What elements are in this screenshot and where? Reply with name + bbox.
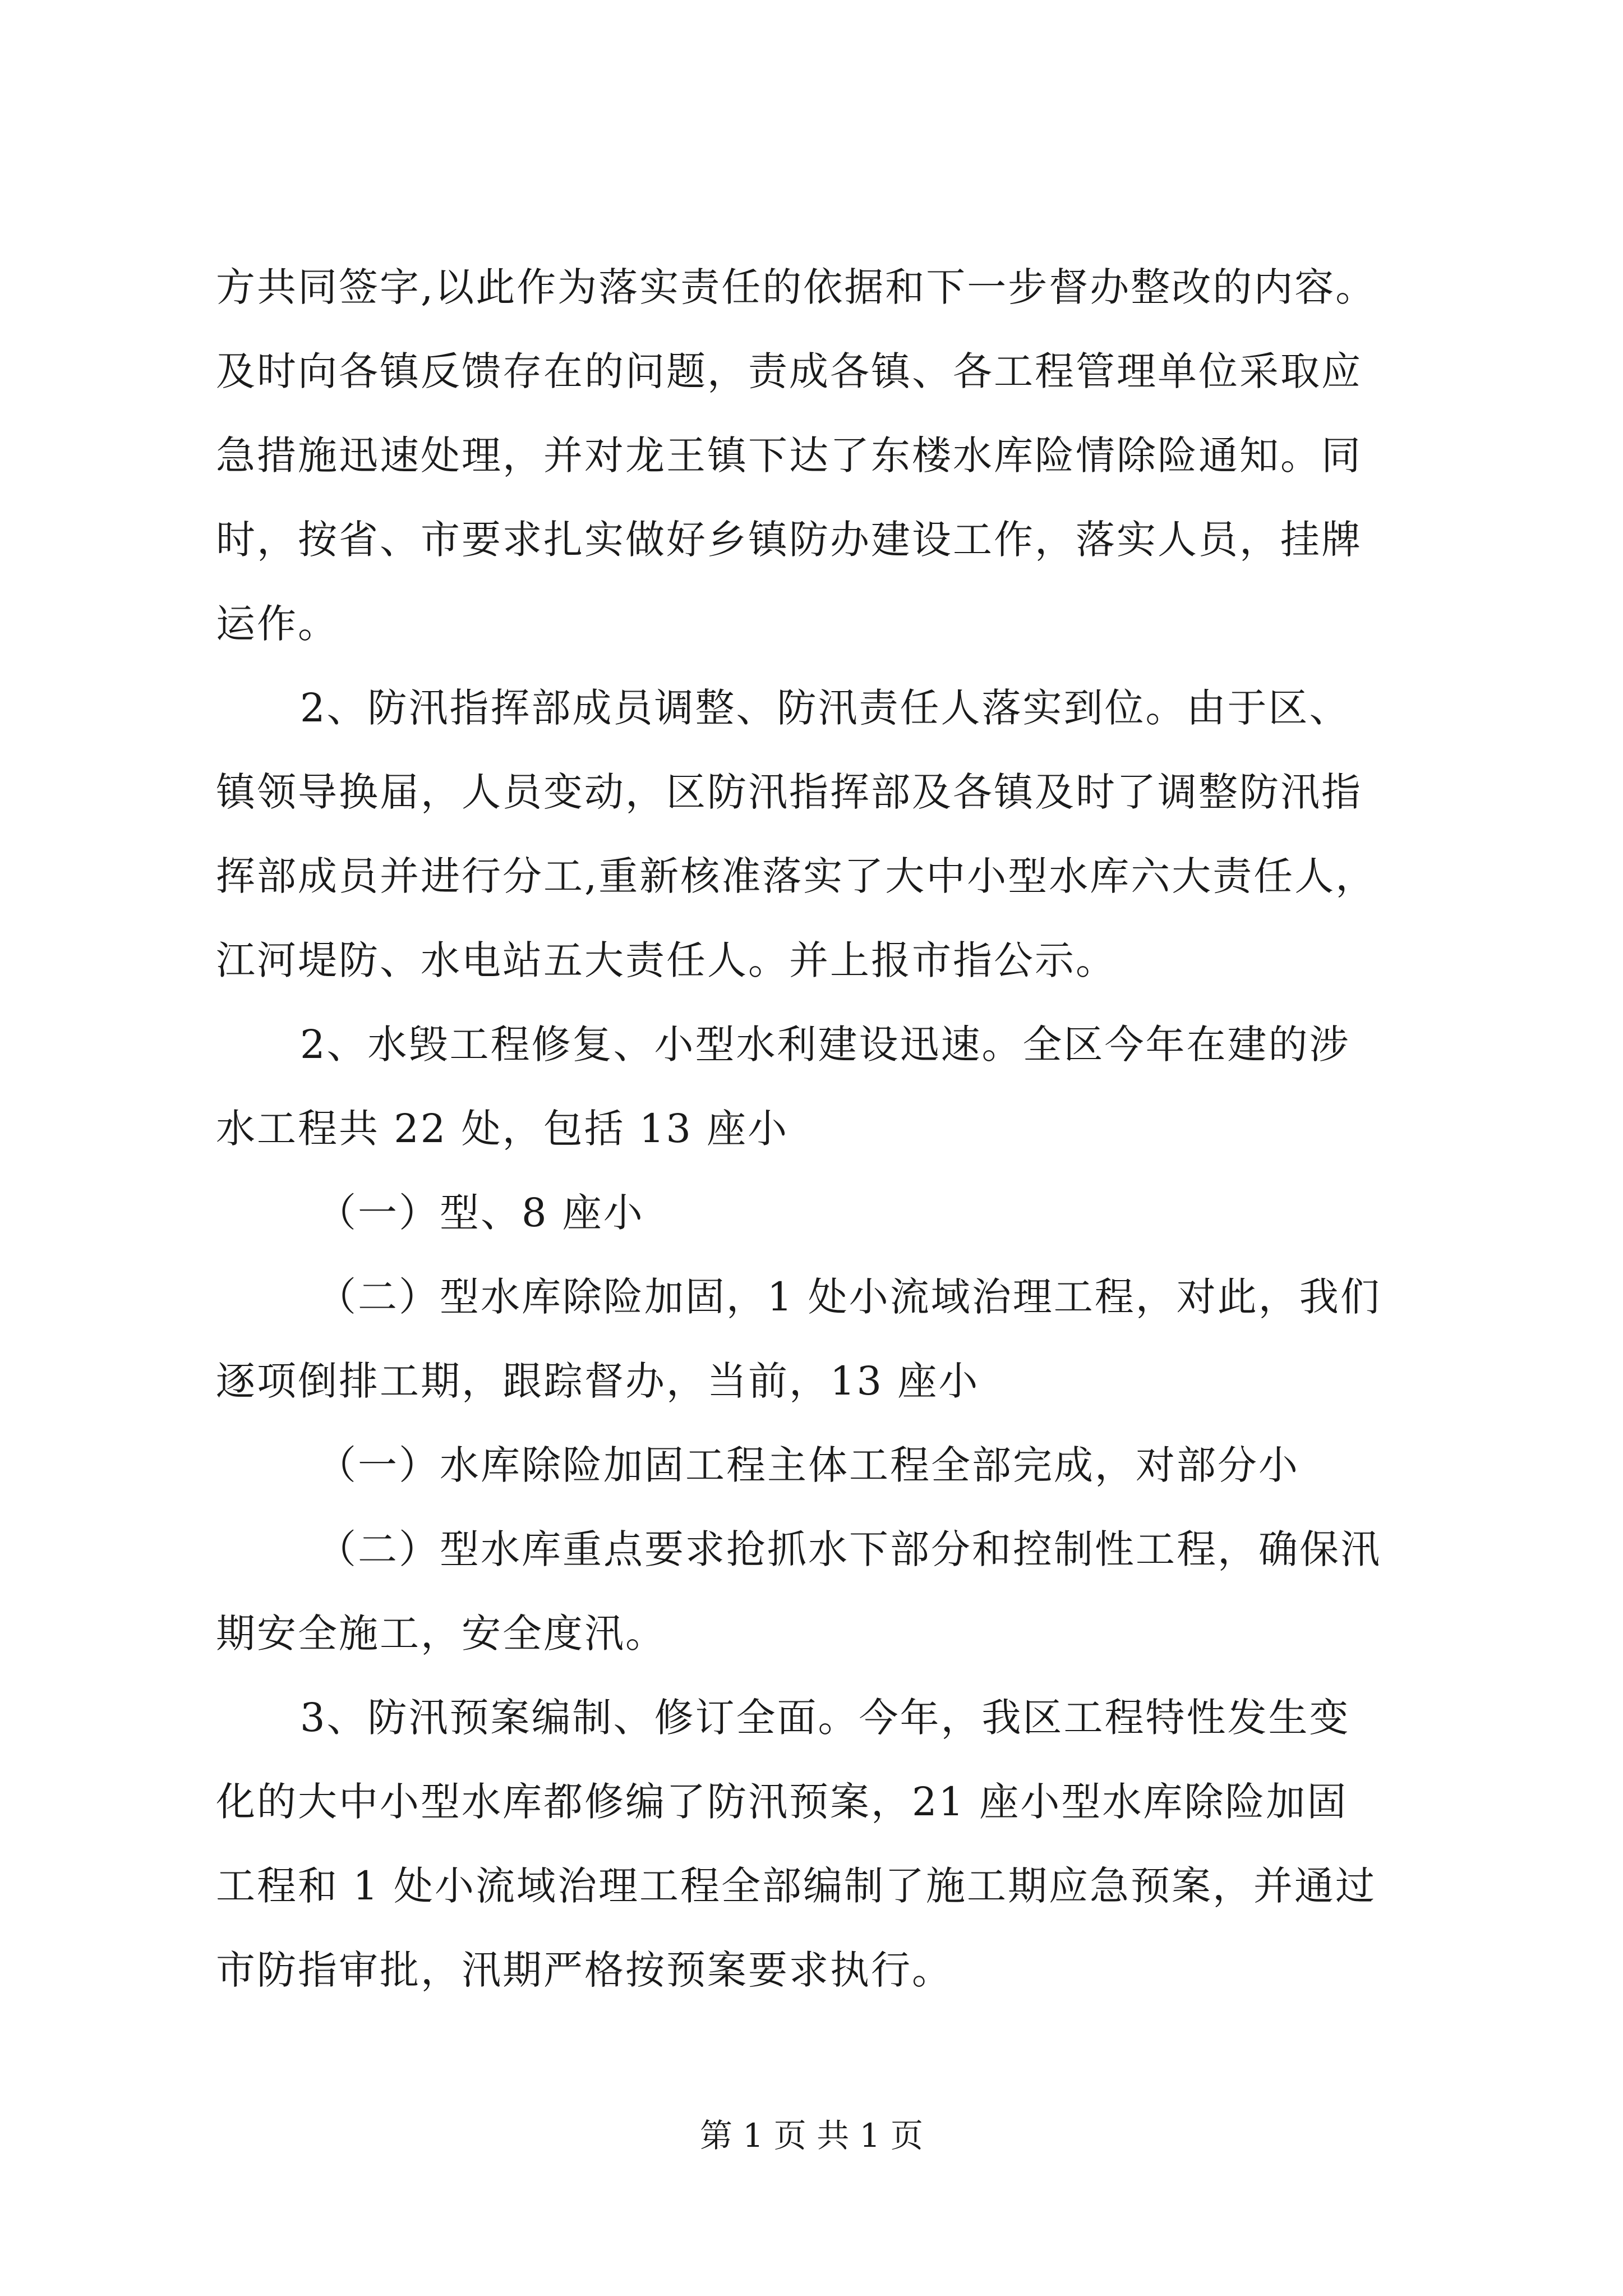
- text-line: 化的大中小型水库都修编了防汛预案，21 座小型水库除险加固: [216, 1779, 1348, 1825]
- text-line: 市防指审批，汛期严格按预案要求执行。: [216, 1947, 953, 1993]
- text-line: 急措施迅速处理，并对龙王镇下达了东楼水库险情除险通知。同: [216, 432, 1362, 478]
- text-line: 挥部成员并进行分工,重新核准落实了大中小型水库六大责任人，: [216, 853, 1377, 899]
- text-line: 方共同签字,以此作为落实责任的依据和下一步督办整改的内容。: [216, 264, 1377, 310]
- paragraph-start-line: （一）水库除险加固工程主体工程全部完成，对部分小: [317, 1442, 1299, 1488]
- paragraph-start-line: （二）型水库除险加固，1 处小流域治理工程，对此，我们: [317, 1274, 1381, 1320]
- text-line: 时，按省、市要求扎实做好乡镇防办建设工作，落实人员，挂牌: [216, 517, 1362, 563]
- text-line: 及时向各镇反馈存在的问题，责成各镇、各工程管理单位采取应: [216, 348, 1362, 394]
- text-line: 江河堤防、水电站五大责任人。并上报市指公示。: [216, 937, 1117, 983]
- text-line: 工程和 1 处小流域治理工程全部编制了施工期应急预案，并通过: [216, 1863, 1377, 1909]
- text-line: 运作。: [216, 601, 339, 647]
- page-footer: 第 1 页 共 1 页: [700, 2116, 923, 2155]
- text-line: 镇领导换届，人员变动，区防汛指挥部及各镇及时了调整防汛指: [216, 769, 1362, 815]
- paragraph-start-line: 2、防汛指挥部成员调整、防汛责任人落实到位。由于区、: [300, 685, 1350, 731]
- text-line: 期安全施工，安全度汛。: [216, 1611, 666, 1657]
- paragraph-start-line: 2、水毁工程修复、小型水利建设迅速。全区今年在建的涉: [300, 1022, 1350, 1068]
- text-line: 水工程共 22 处，包括 13 座小: [216, 1106, 789, 1152]
- text-line: 逐项倒排工期，跟踪督办，当前，13 座小: [216, 1358, 980, 1404]
- paragraph-start-line: 3、防汛预案编制、修订全面。今年，我区工程特性发生变: [300, 1695, 1350, 1741]
- paragraph-start-line: （二）型水库重点要求抢抓水下部分和控制性工程，确保汛: [317, 1526, 1381, 1572]
- paragraph-start-line: （一）型、8 座小: [317, 1190, 644, 1236]
